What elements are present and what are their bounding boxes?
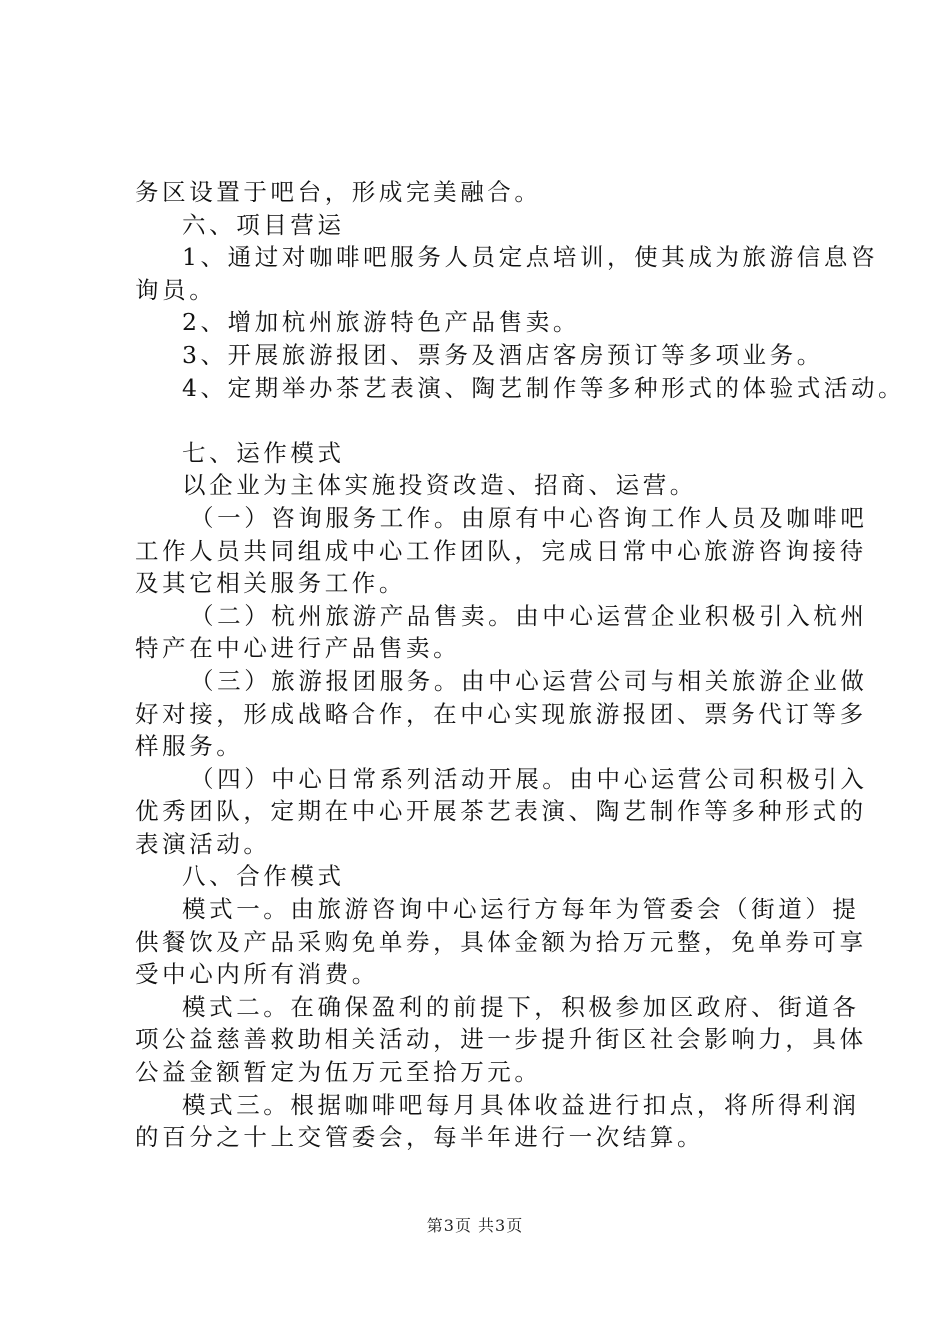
text-line: 模式一。由旅游咨询中心运行方每年为管委会（街道）提	[182, 895, 860, 924]
section-heading-6: 六、项目营运	[182, 210, 345, 239]
text-line: 1、通过对咖啡吧服务人员定点培训，使其成为旅游信息咨	[182, 243, 879, 272]
text-line: 表演活动。	[135, 829, 271, 858]
text-line: 模式三。根据咖啡吧每月具体收益进行扣点，将所得利润	[182, 1090, 860, 1119]
text-line: （一）咨询服务工作。由原有中心咨询工作人员及咖啡吧	[190, 503, 868, 532]
text-line: 以企业为主体实施投资改造、招商、运营。	[182, 471, 697, 500]
blank-line	[135, 404, 835, 437]
text-line: 3、开展旅游报团、票务及酒店客房预订等多项业务。	[182, 340, 824, 369]
section-heading-8: 八、合作模式	[182, 862, 345, 891]
text-line: 2、增加杭州旅游特色产品售卖。	[182, 308, 580, 337]
text-line: 特产在中心进行产品售卖。	[135, 634, 461, 663]
text-line: 供餐饮及产品采购免单券，具体金额为拾万元整，免单券可享	[135, 927, 867, 956]
text-line: 4、定期举办茶艺表演、陶艺制作等多种形式的体验式活动。	[182, 373, 906, 402]
text-line: 的百分之十上交管委会，每半年进行一次结算。	[135, 1123, 705, 1152]
text-line: 样服务。	[135, 732, 244, 761]
page-number-footer: 第3页 共3页	[426, 1216, 524, 1235]
text-line: 好对接，形成战略合作，在中心实现旅游报团、票务代订等多	[135, 699, 867, 728]
text-line: 及其它相关服务工作。	[135, 569, 406, 598]
text-line: 公益金额暂定为伍万元至拾万元。	[135, 1058, 542, 1087]
section-heading-7: 七、运作模式	[182, 438, 345, 467]
text-line: 模式二。在确保盈利的前提下，积极参加区政府、街道各	[182, 992, 860, 1021]
text-line: 优秀团队，定期在中心开展茶艺表演、陶艺制作等多种形式的	[135, 797, 867, 826]
text-line: （四）中心日常系列活动开展。由中心运营公司积极引入	[190, 764, 868, 793]
text-line: 受中心内所有消费。	[135, 960, 379, 989]
document-body	[135, 176, 906, 1154]
text-line: （三）旅游报团服务。由中心运营公司与相关旅游企业做	[190, 666, 868, 695]
text-line: （二）杭州旅游产品售卖。由中心运营企业积极引入杭州	[190, 601, 868, 630]
text-line: 项公益慈善救助相关活动，进一步提升街区社会影响力，具体	[135, 1025, 867, 1054]
text-line: 工作人员共同组成中心工作团队，完成日常中心旅游咨询接待	[135, 536, 867, 565]
text-line: 询员。	[135, 275, 217, 304]
text-line: 务区设置于吧台，形成完美融合。	[135, 178, 542, 206]
